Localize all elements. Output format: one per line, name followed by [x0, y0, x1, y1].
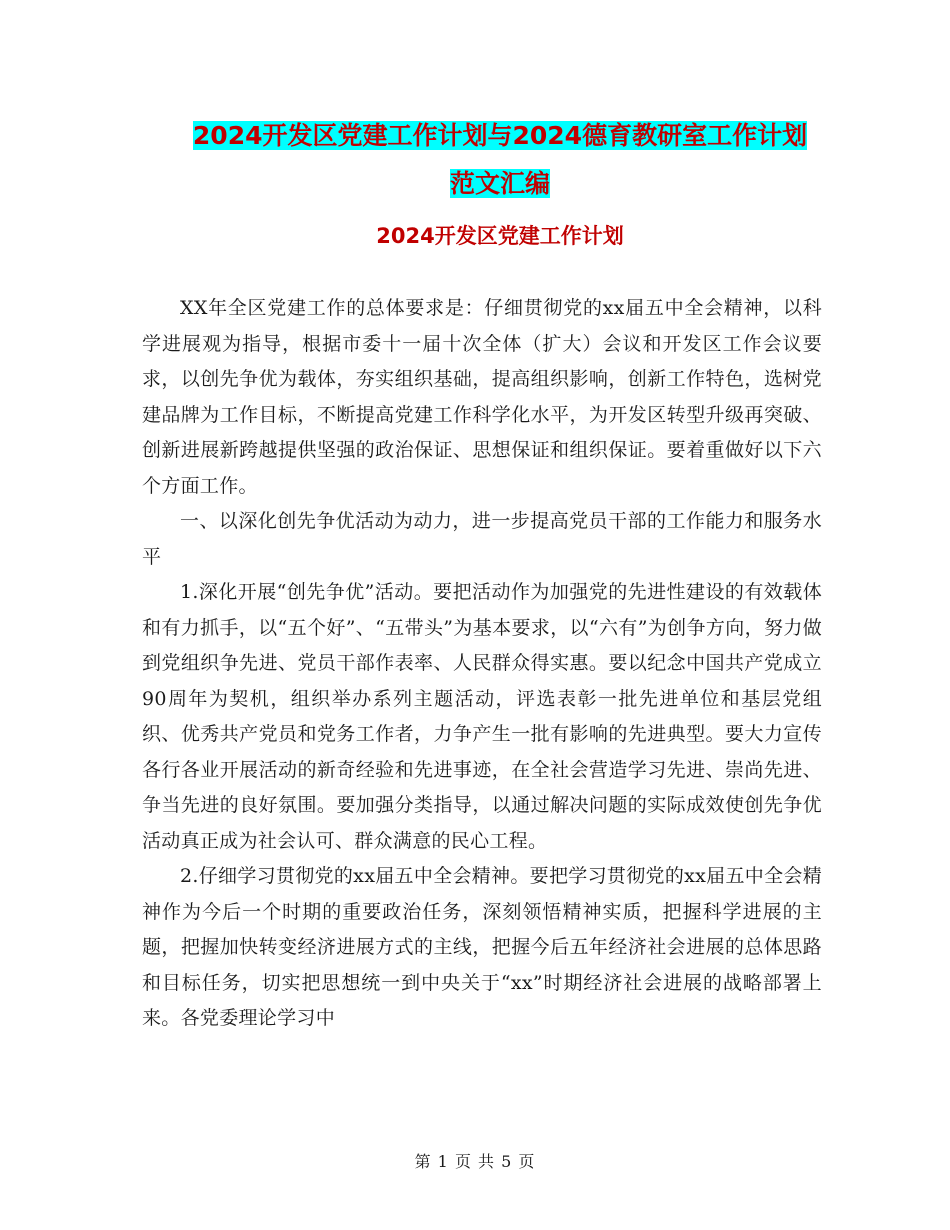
paragraph-item-2: 2.仔细学习贯彻党的xx届五中全会精神。要把学习贯彻党的xx届五中全会精神作为今后一个时期的重要政治任务，深刻领悟精神实质，把握科学进展的主题，把握加快转变经济进展方式的主线，把握今后五年经济社会进展的总体思路和目标任务，切实把思想统一到中央关于“xx”时期经济社会进展的战略部署上来。各党委理论学习中	[142, 865, 822, 1029]
page-footer: 第 1 页 共 5 页	[414, 1152, 536, 1171]
document-title-line1: 2024开发区党建工作计划与2024德育教研室工作计划	[192, 121, 808, 150]
paragraph-intro: XX年全区党建工作的总体要求是：仔细贯彻党的xx届五中全会精神，以科学进展观为指导，根据市委十一届十次全体（扩大）会议和开发区工作会议要求，以创先争优为载体，夯实组织基础，提高组织影响，创新工作特色，选树党建品牌为工作目标，不断提高党建工作科学化水平，为开发区转型升级再突破、创新进展新跨越提供坚强的政治保证、思想保证和组织保证。要着重做好以下六个方面工作。	[142, 297, 822, 497]
section-title: 2024开发区党建工作计划	[376, 224, 624, 248]
document-body	[142, 291, 822, 1037]
paragraph-heading-one: 一、以深化创先争优活动为动力，进一步提高党员干部的工作能力和服务水平	[142, 510, 822, 568]
paragraph-item-1: 1.深化开展“创先争优”活动。要把活动作为加强党的先进性建设的有效载体和有力抓手，以“五个好”、“五带头”为基本要求，以“六有”为创争方向，努力做到党组织争先进、党员干部作表率、人民群众得实惠。要以纪念中国共产党成立90周年为契机，组织举办系列主题活动，评选表彰一批先进单位和基层党组织、优秀共产党员和党务工作者，力争产生一批有影响的先进典型。要大力宣传各行各业开展活动的新奇经验和先进事迹，在全社会营造学习先进、崇尚先进、争当先进的良好氛围。要加强分类指导，以通过解决问题的实际成效使创先争优活动真正成为社会认可、群众满意的民心工程。	[142, 581, 822, 852]
document-title	[120, 112, 880, 208]
document-title-line2: 范文汇编	[449, 169, 550, 198]
